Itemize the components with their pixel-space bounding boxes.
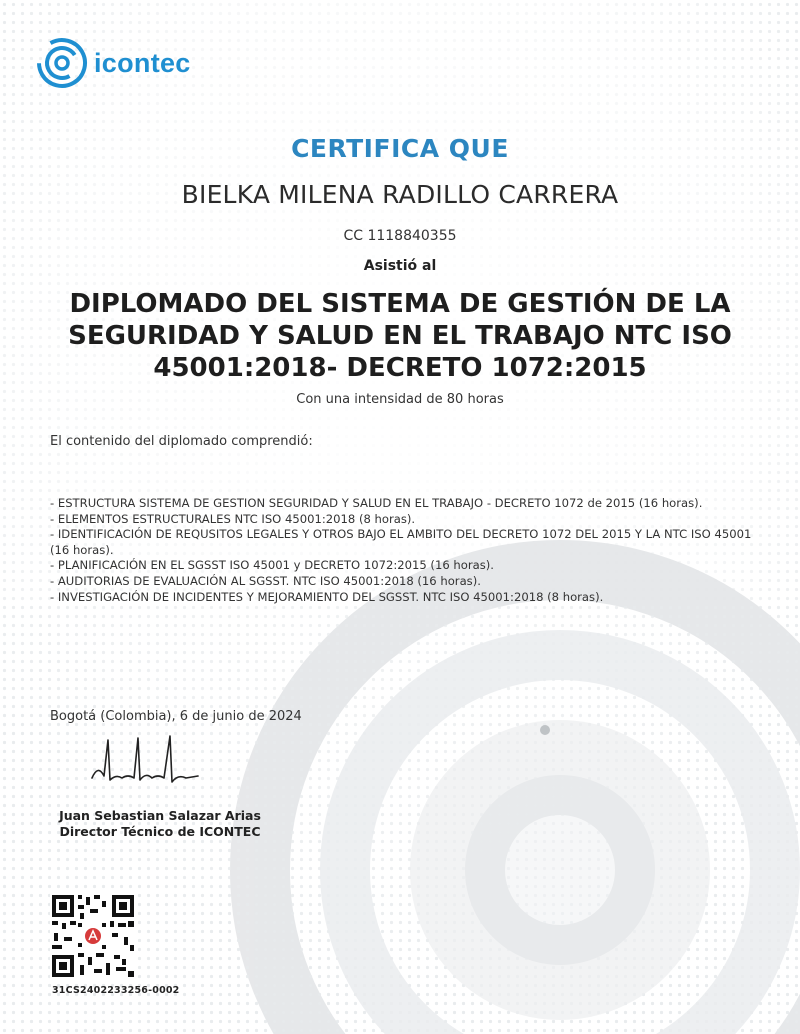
recipient-name: BIELKA MILENA RADILLO CARRERA [181,180,619,209]
list-item: - INVESTIGACIÓN DE INCIDENTES Y MEJORAMIENTO DEL SGSST. NTC ISO 45001:2018 (8 horas). [50,589,604,604]
content-label: El contenido del diplomado comprendió: [50,434,313,449]
list-item: - ELEMENTOS ESTRUCTURALES NTC ISO 45001:2018 (8 horas). [50,511,416,526]
attended-label: Asistió al [363,258,437,274]
icontec-logo-icon [36,37,88,89]
course-title: DIPLOMADO DEL SISTEMA DE GESTIÓN DE LA SEGURIDAD Y SALUD EN EL TRABAJO NTC ISO 45001:2018- DECRETO 1072:2015 [68,289,732,383]
list-item: - IDENTIFICACIÓN DE REQUSITOS LEGALES Y OTROS BAJO EL AMBITO DEL DECRETO 1072 DEL 2015 Y LA NTC ISO 45001 (16 horas). [50,527,752,557]
list-item: - PLANIFICACIÓN EN EL SGSST ISO 45001 y DECRETO 1072:2015 (16 horas). [50,558,494,573]
certificate-code: 31CS2402233256-0002 [52,985,180,996]
signer-block [40,808,280,840]
course-intensity: Con una intensidad de 80 horas [296,392,504,407]
signature-image [86,734,206,792]
signer-name: Juan Sebastian Salazar Arias [59,808,261,823]
list-item: - ESTRUCTURA SISTEMA DE GESTION SEGURIDAD Y SALUD EN EL TRABAJO - DECRETO 1072 de 2015 (16 horas). [50,496,703,510]
recipient-id: CC 1118840355 [343,228,457,244]
signer-title: Director Técnico de ICONTEC [59,824,261,839]
module-list [50,496,770,605]
icontec-logo [36,38,191,88]
qr-code[interactable] [50,893,136,979]
certificate-heading: CERTIFICA QUE [291,134,509,163]
list-item: - AUDITORIAS DE EVALUACIÓN AL SGSST. NTC ISO 45001:2018 (16 horas). [50,573,481,588]
brand-name: icontec [94,47,191,78]
place-date: Bogotá (Colombia), 6 de junio de 2024 [50,709,302,724]
